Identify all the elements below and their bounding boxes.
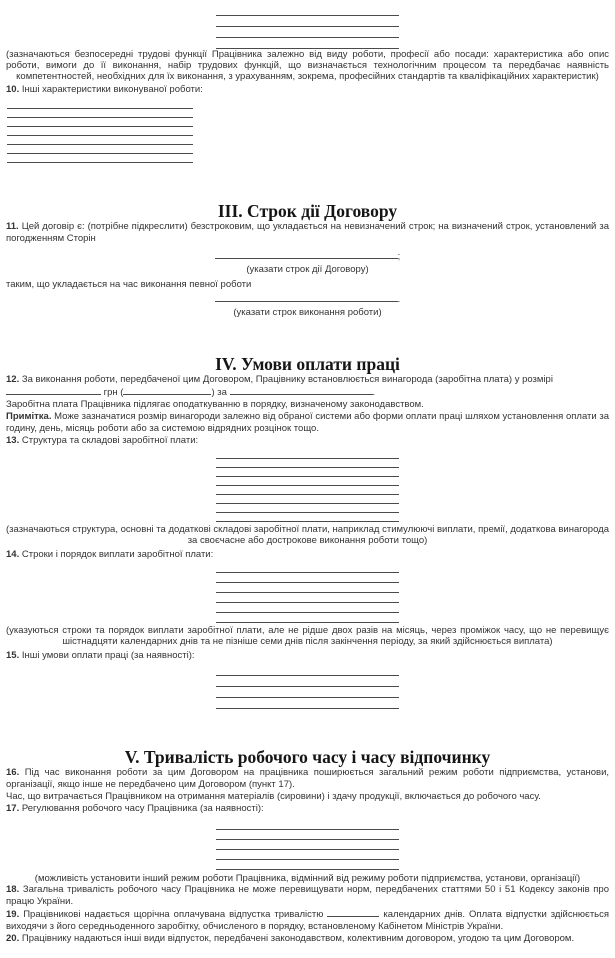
blank-suffix: ; [397, 251, 401, 262]
item-17 [6, 803, 609, 815]
item-12-number: 12. [6, 374, 20, 385]
fill-in-blank-line [216, 698, 399, 709]
work-term-caption: (указати строк виконання роботи) [233, 307, 382, 318]
item-14-caption: (указуються строки та порядок виплати заробітної плати, але не рідше двох разів на місяць, через проміжок часу, що не перевищує шістнадцяти календарних днів та не пізніше семи днів після закінчення періоду, за який здійснюється виплата) [6, 625, 609, 647]
fill-in-blank-line [216, 563, 399, 573]
item-20-number: 20. [6, 933, 20, 944]
fill-in-line-work-term [6, 293, 609, 307]
fill-in-blank-line [216, 495, 399, 504]
item-17-caption: (можливість установити інший режим роботи Працівника, відмінний від режиму роботи підприємства, установи, організації) [34, 873, 581, 884]
item-14 [6, 549, 609, 561]
item-19 [6, 908, 609, 933]
fill-in-lines-item-10 [6, 100, 609, 163]
fill-in-blank-line [216, 665, 399, 676]
fill-in-blank-line [7, 154, 193, 163]
fill-in-blank-line [7, 127, 193, 136]
per-label: ) за [211, 387, 227, 398]
section-5-heading: V. Тривалість робочого часу і часу відпочинку [124, 747, 491, 767]
fill-in-blank-line [216, 840, 399, 850]
remark-label: Примітка. [6, 411, 52, 422]
fill-in-blank-line [216, 16, 399, 27]
item-13-caption: (зазначаються структура, основні та додаткові складові заробітної плати, наприклад стимулюючі виплати, премії, додаткова винагорода за своєчасне або дострокове виконання роботи тощо) [6, 524, 609, 546]
item-20 [6, 933, 609, 945]
item-16-text: Під час виконання роботи за цим Договором на працівника поширюється загальний режим роботи підприємства, установи, організації, якщо інше не передбачено цим Договором (пункт 17). [6, 767, 610, 790]
sentence-end: . [372, 387, 376, 398]
item-18-text: Загальна тривалість робочого часу Працівника не може перевищувати норм, передбачених статтями 50 і 51 Кодексу законів про працю України. [6, 884, 609, 907]
vacation-days-blank [327, 908, 379, 917]
item-12-remark [6, 411, 609, 435]
item-11-continuation: таким, що укладається на час виконання певної роботи [6, 279, 252, 290]
item-19-before: Працівникові надається щорічна оплачувана відпустка тривалістю [23, 909, 324, 920]
item-19-after: календарних днів. Оплата відпустки здійснюється виходячи з його середньоденного заробітку, обчисленого в порядку, встановленому Кабінетом Міністрів України. [6, 909, 610, 932]
fill-in-blank-line [216, 5, 399, 16]
item-13-number: 13. [6, 435, 20, 446]
fill-in-lines-item-13 [6, 450, 609, 522]
fill-in-lines-bottom [6, 948, 609, 958]
fill-in-blank-line [216, 486, 399, 495]
fill-in-blank-line [216, 948, 399, 958]
blank-suffix: . [397, 294, 401, 305]
work-functions-note: (зазначаються безпосередні трудові функції Працівника залежно від виду роботи, професії або посади: характеристика або опис роботи, вимоги до її виконання, набір трудових функцій, що визначається технологічним процесом та передбачає наявність компетентностей, необхідних для їх виконання, з урахуванням, зокрема, професійних стандартів та кваліфікаційних характеристик) [6, 49, 609, 82]
fill-in-blank-line [216, 820, 399, 830]
section-3-heading: III. Строк дії Договору [217, 201, 398, 221]
item-12 [6, 374, 609, 386]
item-16-continuation: Час, що витрачається Працівником на отримання матеріалів (сировини) і здачу продукції, включається до робочого часу. [6, 791, 541, 802]
item-20-text: Працівнику надаються інші види відпусток, передбачені законодавством, колективним договором, угодою та цим Договором. [21, 933, 575, 944]
fill-in-blank-line [216, 860, 399, 870]
item-13-text: Структура та складові заробітної плати: [21, 435, 199, 446]
fill-in-blank-line [216, 513, 399, 522]
item-18-number: 18. [6, 884, 20, 895]
salary-period-blank [230, 386, 373, 395]
fill-in-blank-line [216, 676, 399, 687]
fill-in-blank-line [7, 118, 193, 127]
item-12-tax-note: Заробітна плата Працівника підлягає оподаткуванню в порядку, визначеному законодавством. [6, 399, 424, 410]
fill-in-blank-line [216, 468, 399, 477]
item-12-text: За виконання роботи, передбаченої цим Договором, Працівнику встановлюється винагорода (заробітна плата) у розмірі [21, 374, 553, 385]
item-14-number: 14. [6, 549, 20, 560]
item-10 [6, 84, 609, 96]
fill-in-lines-item-14 [6, 563, 609, 623]
item-10-number: 10. [6, 84, 20, 95]
item-15 [6, 650, 609, 662]
fill-in-blank-line [7, 145, 193, 154]
fill-in-blank-line [216, 850, 399, 860]
fill-in-blank-line [216, 830, 399, 840]
fill-in-blank-line [216, 603, 399, 613]
blank-underline [215, 250, 398, 259]
item-10-text: Інші характеристики виконуваної роботи: [21, 84, 203, 95]
item-15-text: Інші умови оплати праці (за наявності): [21, 650, 195, 661]
fill-in-blank-line [216, 573, 399, 583]
fill-in-blank-line [216, 38, 399, 49]
fill-in-blank-line [216, 450, 399, 459]
section-4-heading: IV. Умови оплати праці [215, 354, 400, 374]
remark-text: Може зазначатися розмір винагороди залежно від обраної системи або форми оплати праці шляхом установлення оплати за годину, день, місяць роботи або за системою відрядних розцінок тощо. [6, 411, 609, 434]
salary-words-blank [123, 386, 211, 395]
fill-in-blank-line [216, 459, 399, 468]
item-14-text: Строки і порядок виплати заробітної плати: [21, 549, 214, 560]
fill-in-blank-line [216, 583, 399, 593]
item-16 [6, 767, 609, 791]
fill-in-blank-line [216, 593, 399, 603]
fill-in-blank-line [216, 504, 399, 513]
fill-in-blank-line [7, 100, 193, 109]
item-18 [6, 884, 609, 908]
fill-in-blank-line [7, 109, 193, 118]
fill-in-lines-item-15 [6, 665, 609, 709]
salary-amount-blank [6, 386, 101, 395]
item-16-number: 16. [6, 767, 20, 778]
fill-in-line-contract-term [6, 250, 609, 264]
fill-in-blank-line [216, 687, 399, 698]
item-11-text: Цей договір є: (потрібне підкреслити) безстроковим, що укладається на невизначений строк; на визначений строк, установлений за погодженням Сторін [6, 221, 609, 244]
contract-term-caption: (указати строк дії Договору) [246, 264, 369, 275]
fill-in-blank-line [216, 613, 399, 623]
blank-underline [215, 293, 398, 302]
fill-in-lines-item-17 [6, 820, 609, 870]
fill-in-lines-top [6, 5, 609, 49]
item-13 [6, 435, 609, 447]
currency-label: грн ( [103, 387, 124, 398]
item-15-number: 15. [6, 650, 20, 661]
fill-in-blank-line [216, 27, 399, 38]
item-11 [6, 221, 609, 245]
item-19-number: 19. [6, 909, 20, 920]
item-11-number: 11. [6, 221, 19, 232]
item-17-text: Регулювання робочого часу Працівника (за наявності): [21, 803, 264, 814]
fill-in-blank-line [216, 477, 399, 486]
fill-in-blank-line [7, 136, 193, 145]
item-12-amount-line [6, 386, 609, 399]
item-17-number: 17. [6, 803, 20, 814]
